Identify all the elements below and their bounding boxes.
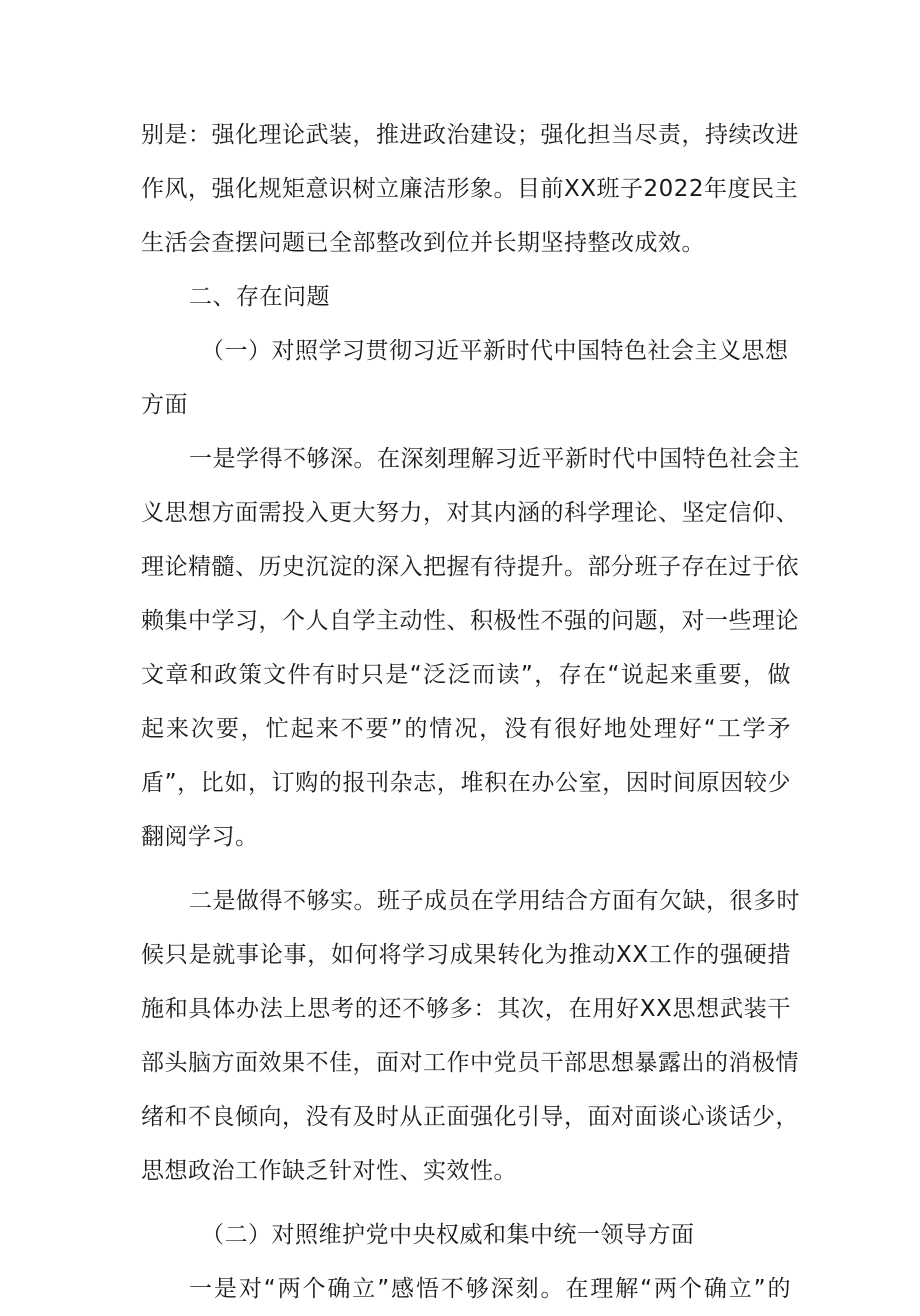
text-line: 赖集中学习，个人自学主动性、积极性不强的问题，对一些理论 bbox=[141, 608, 799, 634]
text-line: 绪和不良倾向，没有及时从正面强化引导，面对面谈心谈话少， bbox=[141, 1104, 799, 1130]
text-line: 翻阅学习。 bbox=[141, 824, 259, 850]
text-line: 施和具体办法上思考的还不够多：其次，在用好XX思想武装干 bbox=[141, 996, 791, 1022]
text-line: 文章和政策文件有时只是“泛泛而读”，存在“说起来重要，做 bbox=[141, 662, 791, 688]
subsection-heading: （二）对照维护党中央权威和集中统一领导方面 bbox=[201, 1222, 695, 1248]
subsection-heading-continued: 方面 bbox=[141, 392, 188, 418]
paragraph-first-line: 一是对“两个确立”感悟不够深刻。在理解“两个确立”的 bbox=[189, 1276, 791, 1302]
text-line: 义思想方面需投入更大努力，对其内涵的科学理论、坚定信仰、 bbox=[141, 500, 799, 526]
text-line: 盾”，比如，订购的报刊杂志，堆积在办公室，因时间原因较少 bbox=[141, 770, 791, 796]
text-line: 理论精髓、历史沉淀的深入把握有待提升。部分班子存在过于依 bbox=[141, 554, 799, 580]
paragraph-first-line: 一是学得不够深。在深刻理解习近平新时代中国特色社会主 bbox=[189, 446, 800, 472]
paragraph-first-line: 二是做得不够实。班子成员在学用结合方面有欠缺，很多时 bbox=[189, 888, 800, 914]
text-line: 生活会查摆问题已全部整改到位并长期坚持整改成效。 bbox=[141, 230, 705, 256]
text-line: 部头脑方面效果不佳，面对工作中党员干部思想暴露出的消极情 bbox=[141, 1050, 799, 1076]
text-line: 思想政治工作缺乏针对性、实效性。 bbox=[141, 1158, 517, 1184]
text-line: 别是：强化理论武装，推进政治建设；强化担当尽责，持续改进 bbox=[141, 122, 799, 148]
subsection-heading: （一）对照学习贯彻习近平新时代中国特色社会主义思想 bbox=[201, 338, 789, 364]
paragraph-gap bbox=[141, 864, 791, 874]
section-heading: 二、存在问题 bbox=[189, 284, 330, 310]
text-line: 起来次要，忙起来不要”的情况，没有很好地处理好“工学矛 bbox=[141, 716, 791, 742]
text-line: 候只是就事论事，如何将学习成果转化为推动XX工作的强硬措 bbox=[141, 942, 791, 968]
document-body bbox=[141, 108, 800, 1316]
paragraph-gap bbox=[141, 1198, 791, 1208]
text-line: 作风，强化规矩意识树立廉洁形象。目前XX班子2022年度民主 bbox=[141, 176, 799, 202]
